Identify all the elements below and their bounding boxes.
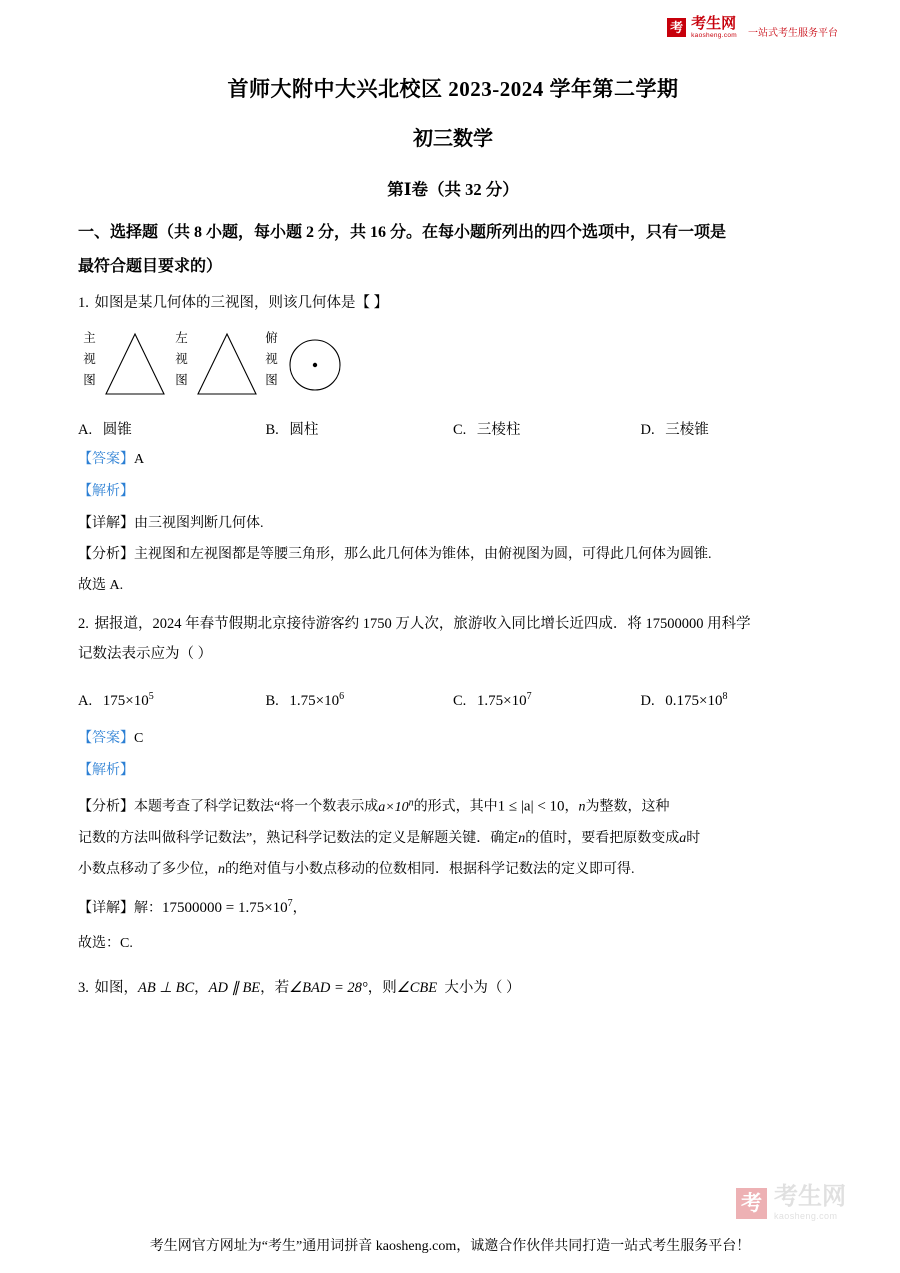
answer-label: 【答案】 (78, 731, 134, 746)
question-2-number: 2. (78, 616, 89, 632)
question-1-stem (78, 288, 828, 318)
choice-2-d-expr: $0.175\times 10^8$ (665, 691, 728, 709)
logo-mark-icon: 考 (667, 18, 686, 37)
question-1-figure (82, 328, 828, 406)
question-2-conclusion: 故选：C. (78, 935, 133, 951)
question-2-stem-line1 (78, 609, 828, 639)
figure-label-top-view: 俯 视 图 (265, 331, 278, 387)
side-view-triangle-icon (196, 332, 258, 398)
choice-2-d-key: D. (640, 693, 655, 709)
question-2-stem-line2: 记数法表示应为（ ） (78, 646, 213, 662)
section-heading-line2: 最符合题目要求的） (78, 258, 223, 275)
question-1-conclusion: 故选 A. (78, 578, 124, 593)
question-1-answer (78, 444, 828, 476)
question-1-points (78, 539, 828, 570)
logo-tagline: 一站式考生服务平台 (748, 27, 838, 39)
choice-1-b-key: B. (265, 422, 279, 438)
choice-2-c-key: C. (453, 693, 467, 709)
question-2-analysis-label: 【解析】 (78, 763, 134, 778)
question-1-text: 如图是某几何体的三视图，则该几何体是【 】 (94, 295, 389, 311)
choice-2-c[interactable] (453, 683, 641, 715)
detail-label: 【详解】 (78, 516, 134, 531)
figure-label-front-view: 主 视 图 (83, 331, 96, 387)
watermark-mark-icon: 考 (736, 1188, 767, 1219)
question-2-points-line3: 小数点移动了多少位，n的绝对值与小数点移动的位数相同．根据科学记数法的定义即可得. (78, 861, 635, 877)
watermark-text-group (774, 1185, 846, 1221)
choice-1-c-text: 三棱柱 (476, 422, 521, 438)
choice-1-a-key: A. (78, 422, 93, 438)
points-label: 【分析】 (78, 799, 134, 815)
choice-2-c-expr: $1.75\times 10^7$ (476, 691, 532, 709)
logo-text-group (691, 16, 737, 40)
page-subtitle: 初三数学 (413, 128, 493, 150)
choice-2-b-expr: $1.75\times 10^6$ (289, 691, 345, 709)
question-2-points-line1: 【分析】本题考查了科学记数法“将一个数表示成$a\times 10^n$的形式，其中1 ≤ |a| < 10，n为整数，这种 (78, 797, 670, 815)
logo-chinese-name: 考生网 (691, 15, 737, 32)
choice-2-a[interactable] (78, 683, 266, 715)
choice-1-c[interactable] (453, 416, 641, 444)
figure-label-side-view: 左 视 图 (175, 331, 188, 387)
choice-1-b-text: 圆柱 (289, 422, 319, 438)
front-view-triangle-icon (104, 332, 166, 398)
logo-english-name: kaosheng.com (691, 32, 737, 39)
choice-1-d-key: D. (640, 422, 655, 438)
watermark (736, 1185, 846, 1221)
choice-1-d-text: 三棱锥 (665, 422, 709, 438)
question-2-detail: 【详解】解：$17500000 = 1.75\times 10^7$， (78, 897, 307, 916)
site-logo (667, 16, 838, 40)
choice-2-a-expr: $175\times 10^5$ (102, 691, 154, 709)
points-text: 主视图和左视图都是等腰三角形，那么此几何体为锥体，由俯视图为圆，可得此几何体为圆锥. (134, 547, 712, 562)
answer-label: 【答案】 (78, 452, 134, 467)
question-2-text-line1: 据报道，2024 年春节假期北京接待游客约 1750 万人次，旅游收入同比增长近四成．将 17500000 用科学 (94, 616, 751, 632)
question-1-choices (78, 416, 828, 444)
detail-label: 【详解】 (78, 900, 134, 916)
detail-expression: 17500000 = 1.75×10 (162, 899, 288, 916)
watermark-english-name: kaosheng.com (774, 1211, 838, 1221)
question-2-answer (78, 723, 828, 755)
choice-1-a-text: 圆锥 (102, 422, 132, 438)
section-heading-line1: 一、选择题（共 8 小题，每小题 2 分，共 16 分。在每小题所列出的四个选项中，只有一项是 (78, 224, 727, 241)
question-1-number: 1. (78, 295, 89, 311)
answer-value: A (134, 452, 145, 467)
choice-2-a-key: A. (78, 693, 93, 709)
answer-value: C (134, 731, 144, 746)
sci-notation-expr: a×10 (378, 799, 409, 815)
inequality-expr: 1 ≤ |a| < 10 (497, 798, 565, 815)
choice-1-c-key: C. (453, 422, 467, 438)
q3-expr-4: ∠CBE (396, 979, 438, 996)
choice-1-a[interactable] (78, 416, 266, 444)
detail-text: 由三视图判断几何体. (134, 516, 264, 531)
watermark-chinese-name: 考生网 (774, 1183, 846, 1210)
choice-2-b[interactable] (266, 683, 454, 715)
points-label: 【分析】 (78, 547, 134, 562)
document-content (78, 72, 828, 1003)
question-2-choices (78, 683, 828, 715)
question-3-stem: 3. 如图，AB ⊥ BC，AD ∥ BE，若∠BAD = 28°，则∠CBE 大小为（ ） (78, 979, 521, 996)
choice-2-d[interactable] (641, 683, 829, 715)
q3-expr-1: AB ⊥ BC (138, 979, 195, 996)
choice-1-b[interactable] (266, 416, 454, 444)
choice-2-b-key: B. (265, 693, 279, 709)
top-view-circle-with-center-dot-icon (286, 336, 344, 394)
page-footer: 考生网官方网址为“考生”通用词拼音 kaosheng.com，诚邀合作伙伴共同打造一站式考生服务平台！ (149, 1239, 751, 1254)
question-2-points-line2: 记数的方法叫做科学记数法”，熟记科学记数法的定义是解题关键．确定n的值时，要看把原数变成a时 (78, 830, 701, 846)
q3-expr-2: AD ∥ BE (208, 979, 261, 996)
page-title: 首师大附中大兴北校区 2023-2024 学年第二学期 (227, 77, 679, 101)
question-1-detail (78, 508, 828, 539)
question-1-analysis-label: 【解析】 (78, 484, 134, 499)
q3-expr-3: ∠BAD = 28° (289, 979, 368, 996)
choice-1-d[interactable] (641, 416, 829, 444)
question-3-number: 3. (78, 979, 89, 996)
paper-part-heading: 第Ⅰ卷（共 32 分） (387, 180, 519, 199)
